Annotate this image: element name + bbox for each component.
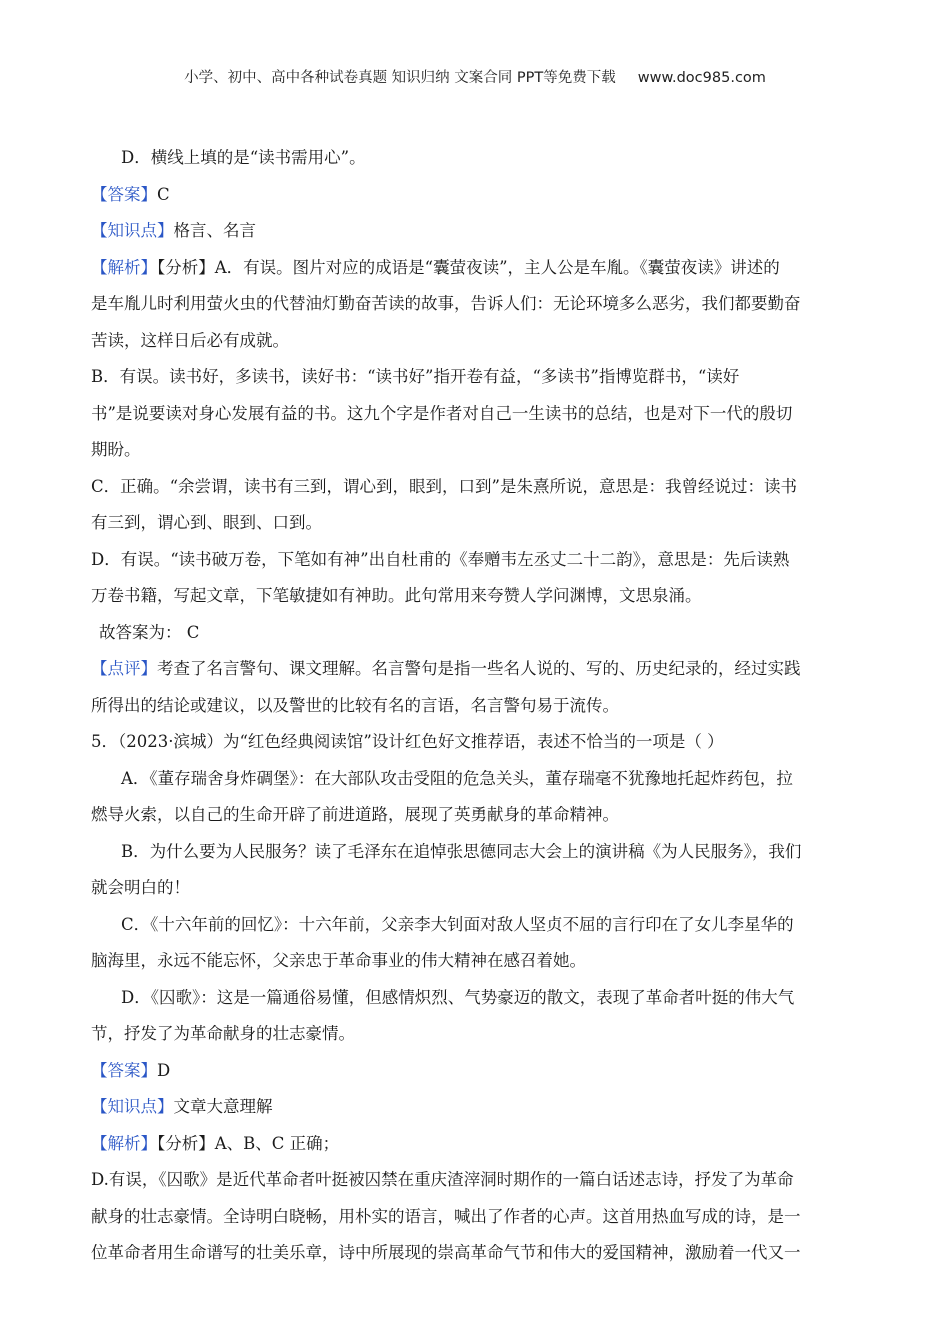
document-body xyxy=(91,140,860,1272)
q4-option-d: D．横线上填的是“读书需用心”。 xyxy=(121,148,366,167)
q4-analysis-line: D．有误。“读书破万卷，下笔如有神”出自杜甫的《奉赠韦左丞丈二十二韵》，意思是：先后读熟 xyxy=(91,549,790,569)
answer-label: 【答案】 xyxy=(91,1060,157,1080)
q5-analysis-line: 献身的壮志豪情。全诗明白晓畅，用朴实的语言，喊出了作者的心声。这首用热血写成的诗，是一 xyxy=(91,1206,801,1226)
q4-analysis-line: 有三到，谓心到、眼到、口到。 xyxy=(91,513,322,532)
q5-option-b-cont: 就会明白的！ xyxy=(91,878,190,897)
q4-comment-line: 所得出的结论或建议，以及警世的比较有名的言语，名言警句易于流传。 xyxy=(91,695,619,715)
q5-analysis-line: 【解析】【分析】A、B、C 正确； xyxy=(91,1133,340,1153)
answer-label: 【答案】 xyxy=(91,184,157,204)
q4-final-answer: 故答案为： C xyxy=(99,622,200,642)
analysis-label: 【解析】 xyxy=(91,1133,157,1153)
q5-knowledge: 【知识点】文章大意理解 xyxy=(91,1097,273,1116)
q5-analysis-line: 位革命者用生命谱写的壮美乐章，诗中所展现的崇高革命气节和伟大的爱国精神，激励着一代又一 xyxy=(91,1243,801,1262)
q4-comment-line: 【点评】考查了名言警句、课文理解。名言警句是指一些名人说的、写的、历史纪录的，经过实践 xyxy=(91,659,801,678)
knowledge-label: 【知识点】 xyxy=(91,1097,174,1116)
knowledge-label: 【知识点】 xyxy=(91,221,174,240)
q4-analysis-line: 万卷书籍，写起文章，下笔敏捷如有神助。此句常用来夸赞人学问渊博，文思泉涌。 xyxy=(91,586,702,605)
q4-analysis-line: 【解析】【分析】A．有误。图片对应的成语是“囊萤夜读”，主人公是车胤。《囊萤夜读》讲述的 xyxy=(91,257,780,277)
q5-stem: 5．（2023·滨城）为“红色经典阅读馆”设计红色好文推荐语，表述不恰当的一项是（ ） xyxy=(91,732,724,751)
q5-option-a-cont: 燃导火索，以自己的生命开辟了前进道路，展现了英勇献身的革命精神。 xyxy=(91,805,619,824)
q4-analysis-line: 苦读，这样日后必有成就。 xyxy=(91,330,289,350)
q5-option-b: B．为什么要为人民服务？读了毛泽东在追悼张思德同志大会上的演讲稿《为人民服务》，我们 xyxy=(121,841,802,861)
q4-analysis-line: C．正确。“余尝谓，读书有三到，谓心到，眼到，口到”是朱熹所说，意思是：我曾经说过：读书 xyxy=(91,476,797,496)
q4-analysis-line: 书”是说要读对身心发展有益的书。这九个字是作者对自己一生读书的总结，也是对下一代的殷切 xyxy=(91,403,793,423)
page-header xyxy=(0,66,950,87)
q5-option-d: D．《囚歌》：这是一篇通俗易懂，但感情炽烈、气势豪迈的散文，表现了革命者叶挺的伟大气 xyxy=(121,987,795,1007)
q5-option-c-cont: 脑海里，永远不能忘怀，父亲忠于革命事业的伟大精神在感召着她。 xyxy=(91,951,586,970)
header-url[interactable]: www.doc985.com xyxy=(637,70,766,86)
q5-option-d-cont: 节，抒发了为革命献身的壮志豪情。 xyxy=(91,1024,355,1043)
header-text: 小学、初中、高中各种试卷真题 知识归纳 文案合同 PPT等免费下载 xyxy=(184,70,616,86)
q5-option-c: C．《十六年前的回忆》：十六年前，父亲李大钊面对敌人坚贞不屈的言行印在了女儿李星华的 xyxy=(121,914,794,934)
q4-analysis-line: B．有误。读书好，多读书，读好书：“读书好”指开卷有益，“多读书”指博览群书，“读好 xyxy=(91,367,740,386)
q5-option-a: A．《董存瑞舍身炸碉堡》：在大部队攻击受阻的危急关头，董存瑞毫不犹豫地托起炸药包，拉 xyxy=(121,768,793,788)
q5-answer: 【答案】D xyxy=(91,1060,171,1080)
q4-analysis-line: 是车胤儿时利用萤火虫的代替油灯勤奋苦读的故事，告诉人们：无论环境多么恶劣，我们都要勤奋 xyxy=(91,294,801,313)
q4-knowledge: 【知识点】格言、名言 xyxy=(91,221,256,240)
q5-analysis-line: D.有误，《囚歌》是近代革命者叶挺被囚禁在重庆渣滓洞时期作的一篇白话述志诗，抒发了为革命 xyxy=(91,1170,794,1189)
q4-answer: 【答案】C xyxy=(91,184,170,204)
analysis-label: 【解析】 xyxy=(91,257,157,277)
comment-label: 【点评】 xyxy=(91,659,157,678)
q4-analysis-line: 期盼。 xyxy=(91,440,141,459)
